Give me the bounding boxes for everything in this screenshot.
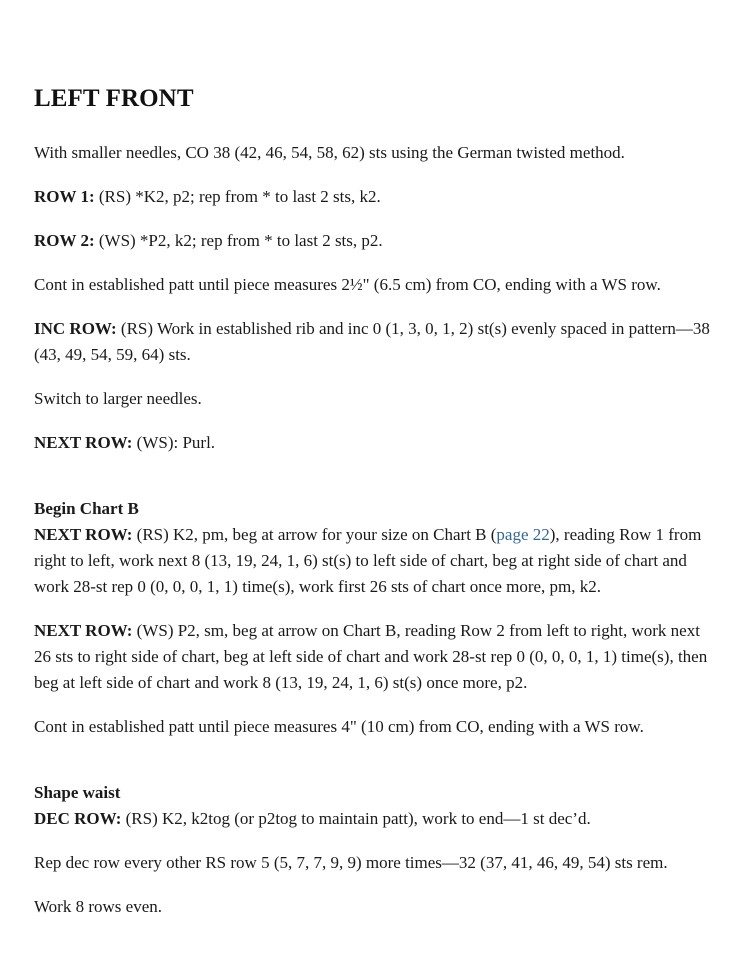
next-row-purl-text: (WS): Purl. <box>132 433 216 452</box>
switch-needles-paragraph: Switch to larger needles. <box>34 389 202 408</box>
page-22-link[interactable]: page 22 <box>496 525 550 544</box>
chart-row-rs-text-before: (RS) K2, pm, beg at arrow for your size on Chart B ( <box>132 525 497 544</box>
intro-paragraph: With smaller needles, CO 38 (42, 46, 54, 58, 62) sts using the German twisted method. <box>34 143 625 162</box>
chart-row-rs-instruction <box>34 522 720 600</box>
continue-chart-paragraph: Cont in established patt until piece measures 4" (10 cm) from CO, ending with a WS row. <box>34 717 644 736</box>
inc-row-instruction <box>34 316 720 368</box>
dec-row-label: DEC ROW: <box>34 809 122 828</box>
inc-row-text: (RS) Work in established rib and inc 0 (1, 3, 0, 1, 2) st(s) evenly spaced in pattern—38 (43, 49, 54, 59, 64) sts. <box>34 319 710 364</box>
row-1-label: ROW 1: <box>34 187 95 206</box>
continue-rib-paragraph: Cont in established patt until piece measures 2½" (6.5 cm) from CO, ending with a WS row. <box>34 275 661 294</box>
chart-row-rs-text-after: ), reading Row 1 from right to left, work next 8 (13, 19, 24, 1, 6) st(s) to left side of chart, beg at right side of chart and work 28-st rep 0 (0, 0, 0, 1, 1) time(s), work first 26 sts of chart once more, pm, k2. <box>34 525 702 596</box>
chart-b-heading: Begin Chart B <box>34 499 139 518</box>
chart-row-ws-instruction <box>34 618 720 696</box>
dec-row-instruction <box>34 806 720 832</box>
row-1-instruction <box>34 184 720 210</box>
row-2-text: (WS) *P2, k2; rep from * to last 2 sts, p2. <box>94 231 383 250</box>
repeat-dec-paragraph: Rep dec row every other RS row 5 (5, 7, 7, 9, 9) more times—32 (37, 41, 46, 49, 54) sts rem. <box>34 853 668 872</box>
row-1-text: (RS) *K2, p2; rep from * to last 2 sts, k2. <box>94 187 381 206</box>
section-title: LEFT FRONT <box>34 85 194 112</box>
dec-row-text: (RS) K2, k2tog (or p2tog to maintain patt), work to end—1 st dec’d. <box>121 809 591 828</box>
next-row-purl-instruction <box>34 430 720 456</box>
row-2-instruction <box>34 228 720 254</box>
chart-row-ws-text: (WS) P2, sm, beg at arrow on Chart B, reading Row 2 from left to right, work next 26 sts to right side of chart, beg at left side of chart and work 28-st rep 0 (0, 0, 0, 1, 1) time(s), then beg at left side of chart and work 8 (13, 19, 24, 1, 6) st(s) once more, p2. <box>34 621 708 692</box>
chart-row-ws-label: NEXT ROW: <box>34 621 133 640</box>
row-2-label: ROW 2: <box>34 231 95 250</box>
next-row-purl-label: NEXT ROW: <box>34 433 133 452</box>
chart-row-rs-label: NEXT ROW: <box>34 525 133 544</box>
shape-waist-heading: Shape waist <box>34 783 121 802</box>
work-even-paragraph: Work 8 rows even. <box>34 897 162 916</box>
inc-row-label: INC ROW: <box>34 319 117 338</box>
